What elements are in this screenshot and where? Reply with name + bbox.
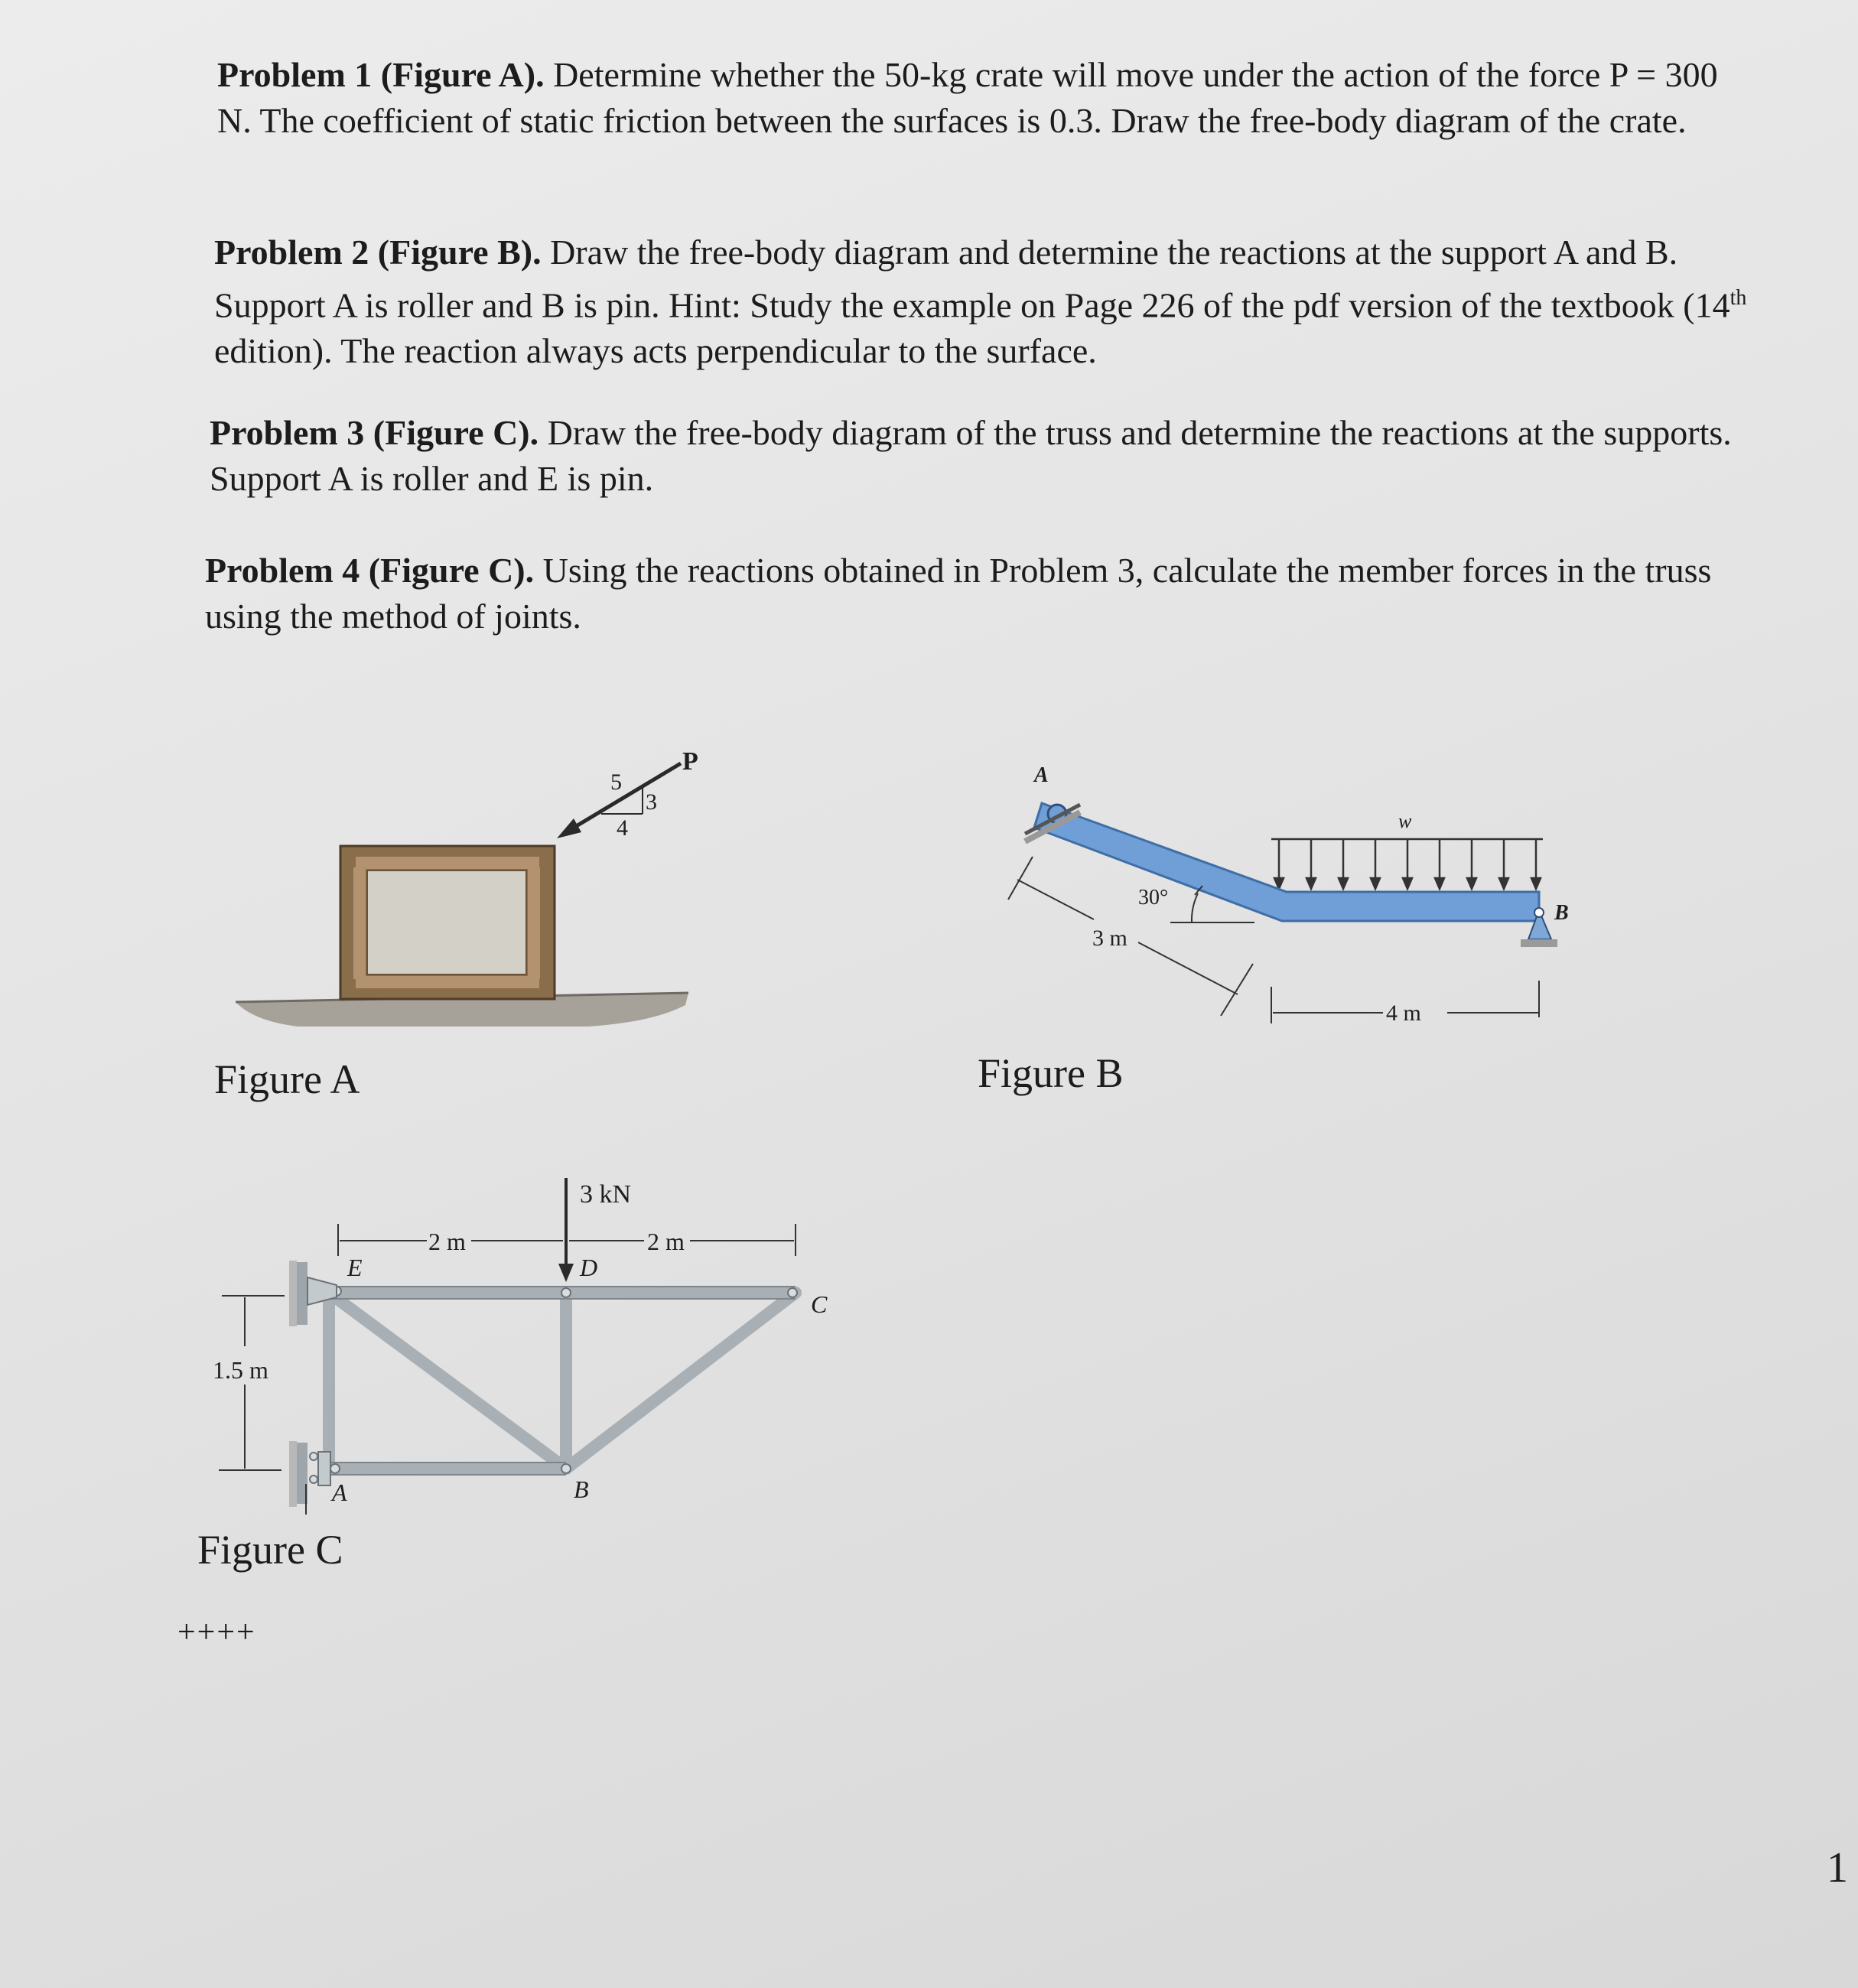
force-p-label: P <box>682 747 698 776</box>
load-arrow-head <box>1339 878 1348 889</box>
figure-b-caption: Figure B <box>978 1050 1124 1096</box>
load-w-label: w <box>1398 810 1412 832</box>
problem-2 <box>214 229 1767 374</box>
node-b-label: B <box>574 1476 589 1503</box>
problem-3-title: Problem 3 (Figure C). <box>210 413 539 452</box>
problem-2-title: Problem 2 (Figure B). <box>214 233 542 272</box>
node-c-label: C <box>811 1290 828 1318</box>
dim-left-label: 2 m <box>428 1228 466 1255</box>
problem-2-text-end: edition). The reaction always acts perpendicular to the surface. <box>214 331 1097 371</box>
figure-b <box>994 757 1591 1040</box>
horizontal-dimension-label: 4 m <box>1386 1001 1421 1026</box>
member-eb <box>329 1293 566 1469</box>
incline-dimension-label: 3 m <box>1092 926 1127 951</box>
beam <box>1034 803 1539 921</box>
load-arrow-head <box>1467 878 1476 889</box>
problem-2-text: Draw the free-body diagram and determine the reactions at the support A and B. Support A is roller and B is pin. Hint: Study the example on Page 226 of the pdf version of the textbook (14 <box>214 233 1730 325</box>
load-arrow-head <box>1499 878 1508 889</box>
figure-a-caption: Figure A <box>214 1056 360 1102</box>
crate <box>340 846 555 999</box>
node-e-label: E <box>347 1254 363 1281</box>
load-arrow-head <box>1531 878 1541 889</box>
margin-marks: ++++ <box>177 1615 256 1650</box>
label-a: A <box>1034 763 1049 787</box>
node-d-label: D <box>580 1254 598 1281</box>
distributed-load <box>1271 839 1543 889</box>
problem-3 <box>210 410 1739 502</box>
figure-c-caption: Figure C <box>197 1527 343 1573</box>
problem-4 <box>205 548 1742 639</box>
load-label: 3 kN <box>580 1180 632 1209</box>
problem-3-text: Draw the free-body diagram of the truss and determine the reactions at the supports. Support A is roller and E is pin. <box>210 413 1732 498</box>
figure-c <box>207 1170 864 1515</box>
member-bc <box>566 1293 796 1469</box>
load-3kn-arrow <box>558 1178 574 1282</box>
slope-3-label: 3 <box>646 789 657 815</box>
dim-height-label: 1.5 m <box>213 1356 268 1384</box>
page-number: 1 <box>1827 1844 1848 1892</box>
slope-4-label: 4 <box>617 815 628 841</box>
figure-a <box>229 742 704 1048</box>
problem-4-text: Using the reactions obtained in Problem 3, calculate the member forces in the truss using the method of joints. <box>205 551 1712 636</box>
support-a-roller <box>289 1441 330 1515</box>
load-arrow-head <box>1371 878 1380 889</box>
slope-5-label: 5 <box>610 769 622 795</box>
load-arrow-head <box>1306 878 1316 889</box>
load-arrow-head <box>1403 878 1412 889</box>
node-a-label: A <box>332 1479 347 1506</box>
load-arrow-head <box>1435 878 1444 889</box>
problem-1-text: Determine whether the 50-kg crate will move under the action of the force P = 300 N. The coefficient of static friction between the surfaces is 0.3. Draw the free-body diagram of the crate. <box>217 55 1718 140</box>
problem-1 <box>217 52 1747 144</box>
problem-4-title: Problem 4 (Figure C). <box>205 551 535 590</box>
label-b: B <box>1554 901 1569 925</box>
problem-2-superscript: th <box>1729 286 1747 310</box>
angle-label: 30° <box>1138 886 1169 909</box>
problem-1-title: Problem 1 (Figure A). <box>217 55 545 94</box>
dim-right-label: 2 m <box>647 1228 685 1255</box>
truss-members <box>329 1293 796 1469</box>
